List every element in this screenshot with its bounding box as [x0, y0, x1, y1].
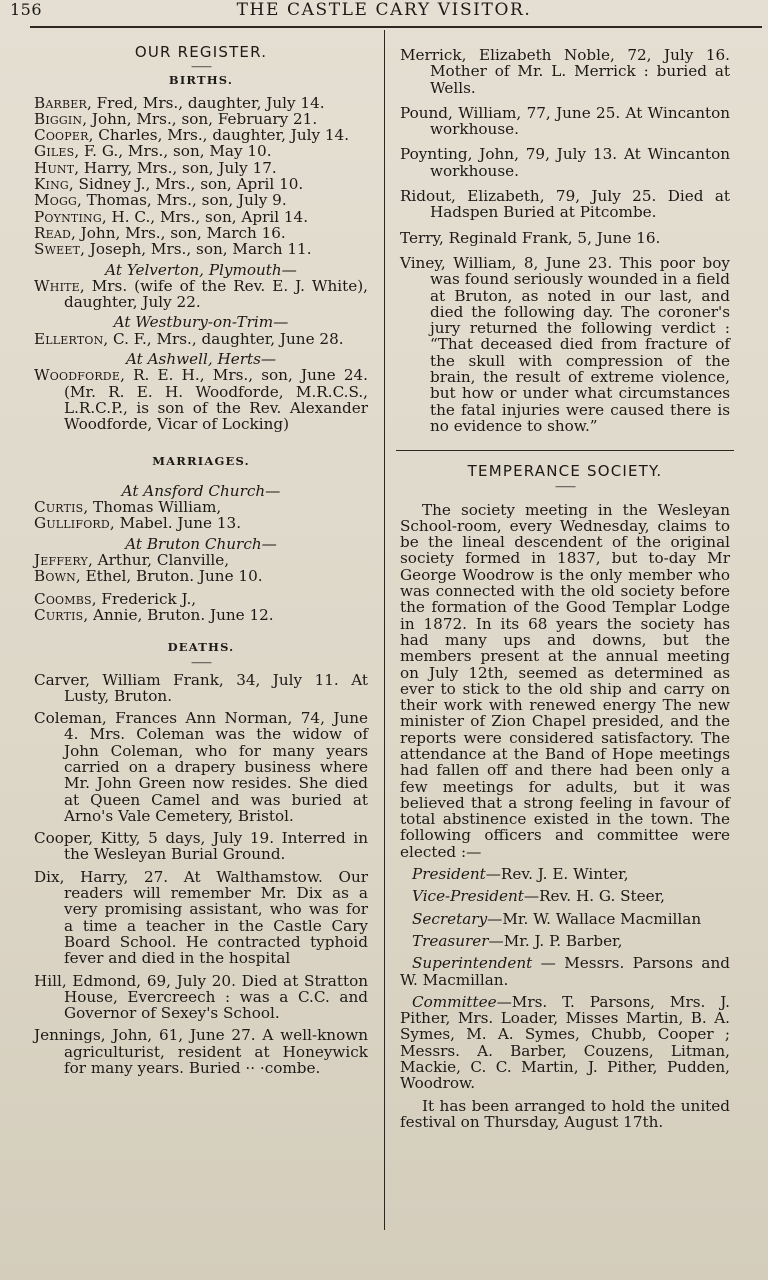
surname: Hunt — [34, 158, 75, 177]
page-number: 156 — [10, 0, 43, 19]
marriage-entry: Gulliford, Mabel. June 13. — [34, 514, 242, 533]
temperance-body: The society meeting in the Wesleyan School-room, every Wednesday, claims to be the lineal descendent of the original society formed in 1837, but to-day Mr George Woodrow is the only member who was connected with the old society before the formation of the Good Templar Lodge in 1872. In its 68 years the society has had many ups and downs, but the members present at the annual meeting on July 12th, seemed as determined as ever to stick to the old ship and carry on their work with renewed energy The new minister of Zion Chapel presided, and the reports were considered satisfactory. The attendance at the Band of Hope meetings had fallen off and there had been only a few meetings for adults, but it was believed that a strong feeling in favour of total abstinence existed in the town. The following officers and committee were elected :— — [400, 500, 730, 861]
officer-entry — [400, 933, 730, 949]
header-rule — [30, 26, 762, 28]
ornament-dash: —— — [555, 479, 575, 493]
surname: Dix — [34, 867, 60, 886]
birth-entry: Ellerton, C. F., Mrs., daughter, June 28. — [34, 329, 344, 348]
officer-role: Treasurer — [412, 931, 489, 950]
birth-entry — [34, 143, 368, 159]
entry-detail: , Elizabeth, 79, July 25. Died at Hadspen Buried at Pitcombe. — [430, 187, 730, 222]
entry-detail: , Charles, Mrs., daughter, July 14. — [88, 126, 350, 145]
entry-detail: , Harry, 27. At Walthamstow. Our readers will remember Mr. Dix as a very promising assistant, who was for a time a teacher in the Castle Cary Board School. He contracted typhoid fever and died in the hospital — [59, 867, 368, 968]
entry-detail: , John, Mrs., son, March 16. — [71, 223, 286, 242]
surname: Mogg — [34, 191, 77, 210]
entry-detail: , Edmond, 69, July 20. Died at Stratton House, Evercreech : was a C.C. and Governor of Sexey's School. — [61, 971, 368, 1023]
surname: Pound — [400, 103, 449, 122]
surname: Coleman — [34, 709, 102, 728]
surname: Sweet — [34, 240, 81, 259]
entry-detail: , Frances Ann Norman, 74, June 4. Mrs. Coleman was the widow of John Coleman, who for many years carried on a drapery business where Mr. John Green now resides. She died at Queen Camel and was buried at Arno's Vale Cemetery, Bristol. — [64, 709, 368, 825]
death-entry — [34, 672, 368, 705]
left-column — [34, 44, 368, 1082]
surname: Poynting — [400, 145, 468, 164]
entry-detail: , Reginald Frank, 5, June 16. — [439, 228, 661, 247]
birth-entry: White, Mrs. (wife of the Rev. E. J. White), daughter, July 22. — [34, 276, 368, 312]
entry-detail: , John, 61, June 27. A well-known agriculturist, resident at Honeywick for many years. Buried ·· ·combe. — [64, 1026, 368, 1078]
death-entry — [34, 973, 368, 1022]
officer-role: Vice-President — [412, 887, 524, 906]
birth-entry: Woodforde, R. E. H., Mrs., son, June 24. (Mr. R. E. H. Woodforde, M.R.C.S., L.R.C.P., is son of the Rev. Alexander Woodforde, Vicar of Locking) — [34, 366, 368, 434]
officers-list — [400, 866, 730, 1092]
entry-detail: , John, Mrs., son, February 21. — [82, 109, 318, 128]
entry-detail: , Fred, Mrs., daughter, July 14. — [86, 93, 325, 112]
marriage-entry: Curtis, Annie, Bruton. June 12. — [34, 605, 274, 624]
surname: Barber — [34, 93, 87, 112]
birth-entry — [34, 176, 368, 192]
births-heading: BIRTHS. — [168, 73, 234, 88]
officer-names: —Mr. J. P. Barber, — [488, 931, 623, 950]
death-entry — [400, 188, 730, 221]
place-heading: At Bruton Church— — [125, 534, 277, 553]
officer-role: Secretary — [412, 909, 488, 928]
surname: Viney — [400, 253, 441, 272]
entry-detail: , Joseph, Mrs., son, March 11. — [80, 240, 312, 259]
ornament-dash: —— — [191, 60, 211, 74]
entry-detail: , Elizabeth Noble, 72, July 16. Mother of Mr. L. Merrick : buried at Wells. — [430, 46, 730, 97]
officer-names: —Rev. H. G. Steer, — [523, 887, 665, 906]
place-heading: At Yelverton, Plymouth— — [105, 260, 297, 279]
officer-entry — [400, 955, 730, 988]
entry-detail: , F. G., Mrs., son, May 10. — [74, 142, 272, 161]
entry-detail: , Harry, Mrs., son, July 17. — [74, 158, 277, 177]
surname: Merrick — [400, 46, 462, 64]
entry-detail: , H. C., Mrs., son, April 14. — [101, 207, 309, 226]
running-header — [0, 0, 768, 24]
death-entry — [400, 146, 730, 179]
death-entry — [34, 830, 368, 863]
officer-entry — [400, 888, 730, 904]
death-entry — [400, 47, 730, 96]
section-rule — [396, 450, 734, 451]
officer-role: Superintendent — [412, 954, 533, 973]
birth-entry — [34, 192, 368, 208]
marriage-entry: Coombs, Frederick J., — [34, 589, 197, 608]
surname: Cooper — [34, 126, 89, 145]
officer-entry — [400, 866, 730, 882]
officer-names: — Messrs. Parsons and W. Macmillan. — [400, 954, 730, 989]
place-heading: At Westbury-on-Trim— — [113, 313, 289, 332]
death-entry — [34, 869, 368, 967]
entry-detail: , William, 8, June 23. This poor boy was found seriously wounded in a field at Bruton, as noted in our last, and died the following day. The coroner's jury returned the following verdict : “That deceased died from fracture of the skull with compression of the brain, the result of extreme violence, but how or under what circumstances the fatal injuries were caused there is no evidence to show.” — [430, 253, 730, 435]
death-entry — [34, 710, 368, 824]
marriages-heading: MARRIAGES. — [152, 453, 250, 468]
surname: Carver — [34, 670, 86, 689]
births-list — [34, 95, 368, 258]
death-entry — [400, 105, 730, 138]
surname: Ridout — [400, 187, 452, 206]
journal-title: THE CASTLE CARY VISITOR. — [236, 0, 532, 20]
deaths-heading: DEATHS. — [167, 640, 235, 655]
marriage-entry: Jeffery, Arthur, Clanville, — [34, 551, 230, 570]
birth-entry — [34, 225, 368, 241]
deaths-list-left — [34, 672, 368, 1077]
officer-entry — [400, 994, 730, 1092]
surname: Biggin — [34, 109, 83, 128]
surname: Giles — [34, 142, 75, 161]
register-title: OUR REGISTER. — [134, 43, 268, 61]
place-heading: At Ansford Church— — [121, 481, 281, 500]
death-entry — [400, 230, 730, 246]
column-divider — [384, 30, 385, 1230]
surname: King — [34, 175, 69, 194]
surname: Read — [34, 223, 72, 242]
temperance-closing: It has been arranged to hold the united festival on Thursday, August 17th. — [400, 1096, 730, 1131]
birth-entry — [34, 95, 368, 111]
birth-entry — [34, 241, 368, 257]
officer-names: —Rev. J. E. Winter, — [485, 865, 629, 884]
marriage-entry: Bown, Ethel, Bruton. June 10. — [34, 567, 263, 586]
entry-detail: , William Frank, 34, July 11. At Lusty, Bruton. — [64, 670, 368, 705]
deaths-list-right — [400, 47, 730, 434]
officer-names: —Mrs. T. Parsons, Mrs. J. Pither, Mrs. Loader, Misses Martin, B. A. Symes, M. A. Symes, Chubb, Cooper ; Messrs. A. Barber, Couzens, Litman, Mackie, C. C. Martin, J. Pither, Pudden, Woodrow. — [400, 992, 730, 1093]
temperance-title: TEMPERANCE SOCIETY. — [467, 462, 663, 481]
entry-detail: , Sidney J., Mrs., son, April 10. — [68, 175, 304, 194]
birth-entry — [34, 209, 368, 225]
right-column — [400, 47, 730, 1130]
officer-names: —Mr. W. Wallace Macmillan — [487, 909, 702, 928]
place-heading: At Ashwell, Herts— — [125, 350, 277, 369]
surname: Hill — [34, 971, 62, 990]
entry-detail: , William, 77, June 25. At Wincanton workhouse. — [430, 103, 730, 139]
officer-role: Committee — [412, 992, 497, 1011]
marriage-entry: Curtis, Thomas William, — [34, 498, 222, 517]
birth-entry — [34, 160, 368, 176]
entry-detail: , Kitty, 5 days, July 19. Interred in the Wesleyan Burial Ground. — [64, 829, 368, 864]
surname: Cooper — [34, 829, 89, 848]
birth-entry — [34, 111, 368, 127]
entry-detail: , Thomas, Mrs., son, July 9. — [76, 191, 287, 210]
entry-detail: , John, 79, July 13. At Wincanton workhouse. — [430, 145, 730, 180]
surname: Terry — [400, 228, 440, 247]
death-entry — [400, 255, 730, 434]
surname: Poynting — [34, 207, 102, 226]
birth-entry — [34, 127, 368, 143]
death-entry — [34, 1027, 368, 1076]
surname: Jennings — [34, 1026, 101, 1045]
officer-role: President — [412, 865, 486, 884]
ornament-dash: —— — [191, 655, 211, 669]
officer-entry — [400, 911, 730, 927]
